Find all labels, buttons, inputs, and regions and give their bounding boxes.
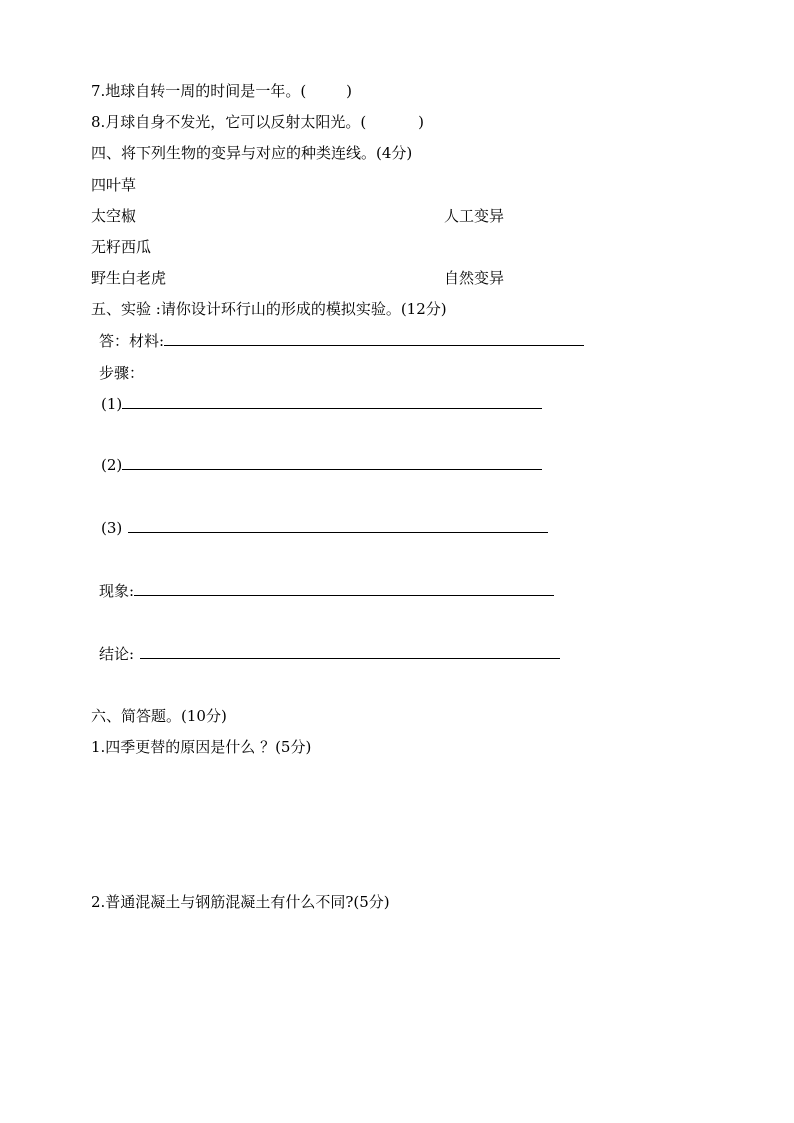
question-8	[91, 112, 424, 132]
variation-type-1: 人工变异	[444, 207, 505, 225]
step-2-blank[interactable]	[122, 455, 542, 470]
phenomenon-label: 现象:	[99, 582, 135, 600]
step-1-label: (1)	[101, 395, 123, 413]
step-3-blank[interactable]	[128, 518, 548, 533]
question-8-close: )	[418, 113, 425, 131]
section-4-title: 四、将下列生物的变异与对应的种类连线。(4分)	[91, 144, 413, 162]
step-1-row	[101, 394, 542, 414]
steps-label: 步骤：	[99, 364, 145, 382]
variation-item-2: 太空椒	[91, 207, 137, 225]
step-3-row	[101, 518, 548, 538]
section-5-title: 五、实验 :请你设计环行山的形成的模拟实验。(12分)	[91, 300, 447, 318]
phenomenon-row	[99, 581, 554, 601]
step-2-label: (2)	[101, 456, 123, 474]
conclusion-row	[99, 644, 560, 664]
question-7-text: 7.地球自转一周的时间是一年。(	[91, 82, 307, 100]
section-6-title: 六、简答题。(10分)	[91, 707, 227, 725]
variation-item-4: 野生白老虎	[91, 269, 167, 287]
step-1-blank[interactable]	[122, 394, 542, 409]
materials-row	[99, 331, 584, 351]
conclusion-label: 结论:	[99, 645, 135, 663]
step-3-label: (3)	[101, 519, 123, 537]
question-7	[91, 81, 352, 101]
question-8-text: 8.月球自身不发光，它可以反射太阳光。(	[91, 113, 367, 131]
variation-item-1: 四叶草	[91, 176, 137, 194]
phenomenon-blank[interactable]	[134, 581, 554, 596]
materials-label: 答：材料:	[99, 332, 165, 350]
materials-blank[interactable]	[164, 331, 584, 346]
conclusion-blank[interactable]	[140, 644, 560, 659]
question-7-close: )	[346, 82, 353, 100]
variation-item-3: 无籽西瓜	[91, 238, 152, 256]
short-answer-2: 2.普通混凝土与钢筋混凝土有什么不同?(5分)	[91, 893, 390, 911]
short-answer-1: 1.四季更替的原因是什么 ？(5分)	[91, 738, 312, 756]
step-2-row	[101, 455, 542, 475]
variation-type-2: 自然变异	[444, 269, 505, 287]
